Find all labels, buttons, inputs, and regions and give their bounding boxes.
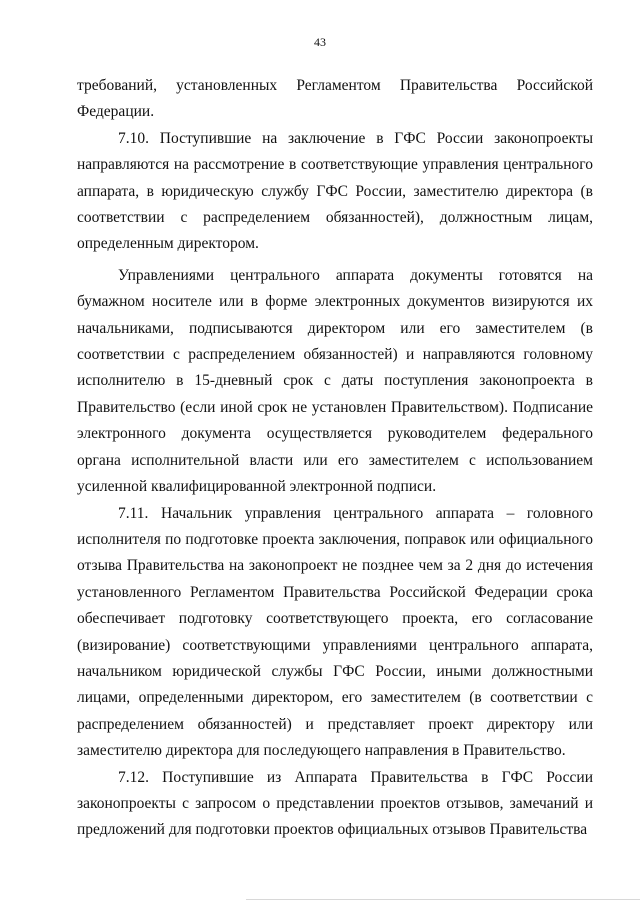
paragraph-7-12: 7.12. Поступившие из Аппарата Правительства в ГФС России законопроекты с запросом о представлении проектов отзывов, замечаний и предложений для подготовки проектов официальных отзывов Правительства [77, 768, 593, 839]
scan-edge-line [246, 899, 640, 900]
paragraph-continuation: требований, установленных Регламентом Правительства Российской Федерации. [77, 77, 593, 121]
document-body [77, 73, 593, 844]
paragraph-7-11: 7.11. Начальник управления центрального аппарата – головного исполнителя по подготовке проекта заключения, поправок или официального отзыва Правительства на законопроект не позднее чем за 2 дня до истечения установленного Регламентом Правительства Российской Федерации срока обеспечивает подготовку соответствующего проекта, его согласование (визирование) соответствующими управлениями центрального аппарата, начальником юридической службы ГФС России, иными должностными лицами, определенными директором, его заместителем (в соответствии с распределением обязанностей) и представляет проект директору или заместителю директора для последующего направления в Правительство. [77, 504, 593, 760]
paragraph-central-apparatus-documents: Управлениями центрального аппарата документы готовятся на бумажном носителе или в форме электронных документов визируются их начальниками, подписываются директором или его заместителем (в соответствии с распределением обязанностей) и направляются головному исполнителю в 15-дневный срок с даты поступления законопроекта в Правительство (если иной срок не установлен Правительством). Подписание электронного документа осуществляется руководителем федерального органа исполнительной власти или его заместителем с использованием усиленной квалифицированной электронной подписи. [77, 266, 593, 496]
page-number: 43 [314, 35, 326, 49]
paragraph-7-10: 7.10. Поступившие на заключение в ГФС России законопроекты направляются на рассмотрение в соответствующие управления центрального аппарата, в юридическую службу ГФС России, заместителю директора (в соответствии с распределением обязанностей), должностным лицам, определенным директором. [77, 129, 593, 253]
